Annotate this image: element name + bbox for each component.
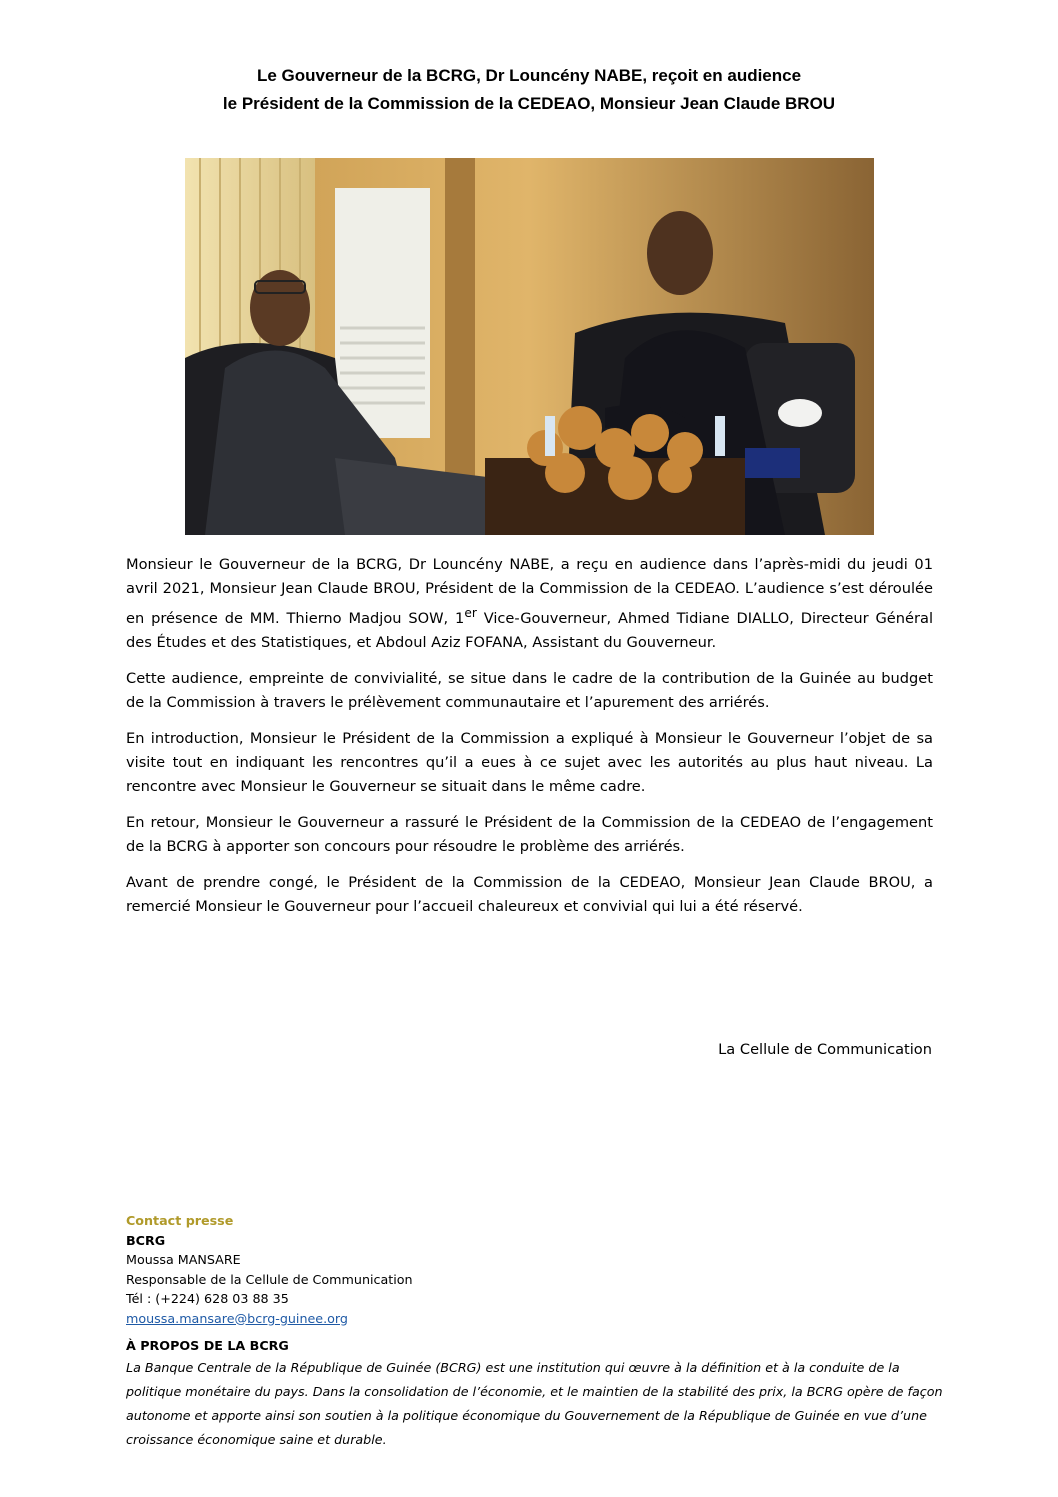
article-body: [126, 553, 933, 931]
about-text: La Banque Centrale de la République de Guinée (BCRG) est une institution qui œuvre à la définition et à la conduite de la politique monétaire du pays. Dans la consolidation de l’économie, et le maintien de la stabilité des prix, la BCRG opère de façon autonome et apporte ainsi son soutien à la politique économique du Gouvernement de la République de Guinée en vue d’une croissance économique saine et durable.: [126, 1359, 943, 1447]
contact-name: Moussa MANSARE: [126, 1252, 241, 1267]
contact-block: [126, 1211, 946, 1452]
press-release-title: [0, 62, 1058, 118]
meeting-photo: [185, 158, 874, 535]
paragraph-2: Cette audience, empreinte de convivialité, se situe dans le cadre de la contribution de la Guinée au budget de la Commission à travers le prélèvement communautaire et l’apurement des arriérés.: [126, 669, 933, 711]
title-line-1: Le Gouverneur de la BCRG, Dr Louncény NABE, reçoit en audience: [256, 66, 802, 85]
contact-role: Responsable de la Cellule de Communication: [126, 1271, 413, 1287]
contact-phone: Tél : (+224) 628 03 88 35: [126, 1291, 289, 1306]
meeting-photo-illustration: [185, 158, 874, 535]
about-heading: À PROPOS DE LA BCRG: [126, 1338, 289, 1353]
paragraph-3: En introduction, Monsieur le Président de la Commission a expliqué à Monsieur le Gouverneur l’objet de sa visite tout en indiquant les rencontres qu’il a eues à ce sujet avec les autorités au plus haut niveau. La rencontre avec Monsieur le Gouverneur se situait dans le même cadre.: [126, 729, 933, 795]
contact-org: BCRG: [126, 1232, 166, 1248]
ordinal-superscript: er: [464, 606, 477, 620]
contact-email-link[interactable]: moussa.mansare@bcrg-guinee.org: [126, 1310, 348, 1326]
title-line-2: le Président de la Commission de la CEDEAO, Monsieur Jean Claude BROU: [222, 94, 836, 113]
paragraph-1: Monsieur le Gouverneur de la BCRG, Dr Louncény NABE, a reçu en audience dans l’après-midi du jeudi 01 avril 2021, Monsieur Jean Claude BROU, Président de la Commission de la CEDEAO. L’audience s’est déroulée en présence de MM. Thierno Madjou SOW, 1er Vice-Gouverneur, Ahmed Tidiane DIALLO, Directeur Général des Études et des Statistiques, et Abdoul Aziz FOFANA, Assistant du Gouverneur.: [126, 556, 934, 651]
paragraph-5: Avant de prendre congé, le Président de la Commission de la CEDEAO, Monsieur Jean Claude BROU, a remercié Monsieur le Gouverneur pour l’accueil chaleureux et convivial qui lui a été réservé.: [126, 873, 933, 915]
paragraph-4: En retour, Monsieur le Gouverneur a rassuré le Président de la Commission de la CEDEAO de l’engagement de la BCRG à apporter son concours pour résoudre le problème des arriérés.: [126, 813, 933, 855]
signature: La Cellule de Communication: [718, 1041, 932, 1058]
contact-heading: Contact presse: [126, 1213, 234, 1228]
